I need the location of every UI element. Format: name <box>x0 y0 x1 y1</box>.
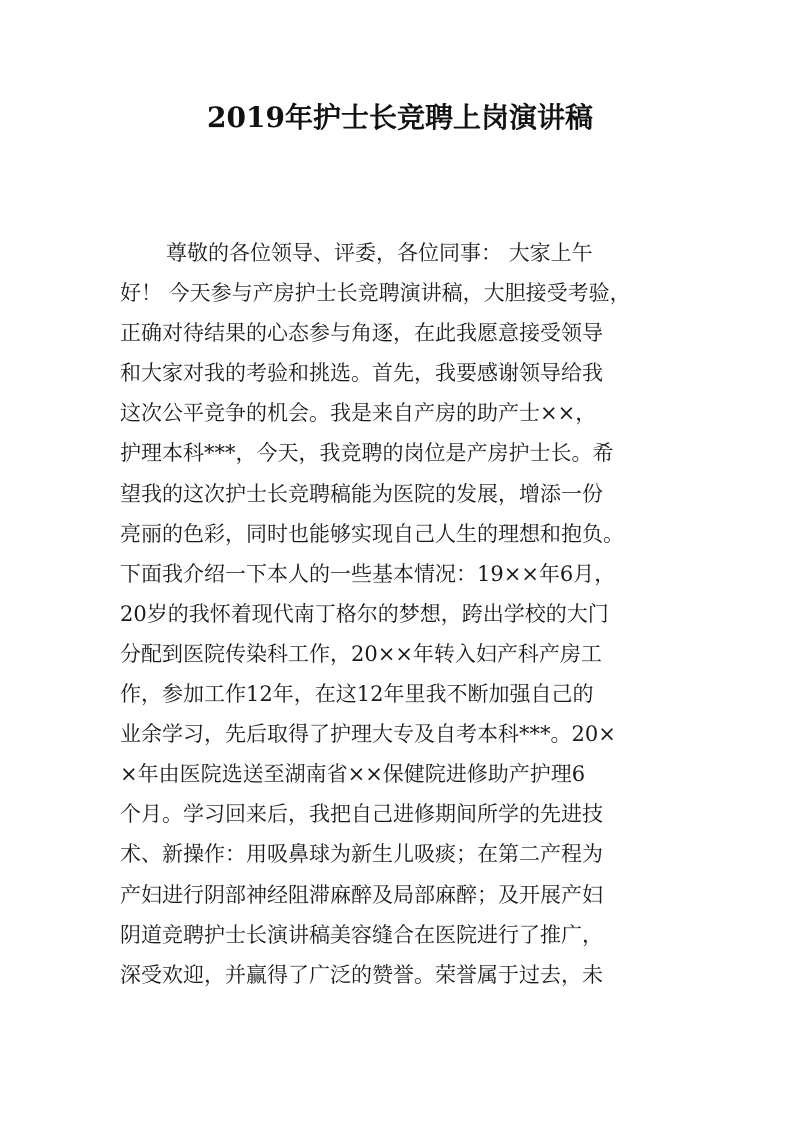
text-line: 20岁的我怀着现代南丁格尔的梦想，跨出学校的大门 <box>120 601 609 626</box>
text-line: 亮丽的色彩，同时也能够实现自己人生的理想和抱负。 <box>120 521 624 546</box>
text-line: 好！ 今天参与产房护士长竞聘演讲稿，大胆接受考验， <box>120 281 631 306</box>
text-line: 这次公平竞争的机会。我是来自产房的助产士××， <box>120 401 597 426</box>
text-line: 下面我介绍一下本人的一些基本情况：19××年6月， <box>120 561 616 586</box>
text-line: 术、新操作：用吸鼻球为新生儿吸痰；在第二产程为 <box>120 842 603 867</box>
text-line: 个月。学习回来后，我把自己进修期间所学的先进技 <box>120 802 603 827</box>
text-line: 正确对待结果的心态参与角逐，在此我愿意接受领导 <box>120 321 603 346</box>
text-line: 护理本科***，今天，我竞聘的岗位是产房护士长。希 <box>120 441 614 466</box>
text-line: 和大家对我的考验和挑选。首先，我要感谢领导给我 <box>120 361 603 386</box>
text-line: 阴道竞聘护士长演讲稿美容缝合在医院进行了推广， <box>120 922 603 947</box>
document-title: 2019年护士长竞聘上岗演讲稿 <box>207 101 593 134</box>
text-line: 作，参加工作12年，在这12年里我不断加强自己的 <box>120 682 594 707</box>
document-body <box>120 233 686 995</box>
text-line: 望我的这次护士长竞聘稿能为医院的发展，增添一份 <box>120 481 603 506</box>
text-line: 尊敬的各位领导、评委，各位同事： 大家上午 <box>166 241 593 265</box>
text-line: 分配到医院传染科工作，20××年转入妇产科产房工 <box>120 641 602 666</box>
text-line: ×年由医院选送至湖南省××保健院进修助产护理6 <box>120 762 586 787</box>
text-line: 产妇进行阴部神经阻滞麻醉及局部麻醉；及开展产妇 <box>120 882 603 907</box>
text-line: 业余学习，先后取得了护理大专及自考本科***。20× <box>120 722 616 747</box>
text-line: 深受欢迎，并赢得了广泛的赞誉。荣誉属于过去，未 <box>120 962 603 987</box>
